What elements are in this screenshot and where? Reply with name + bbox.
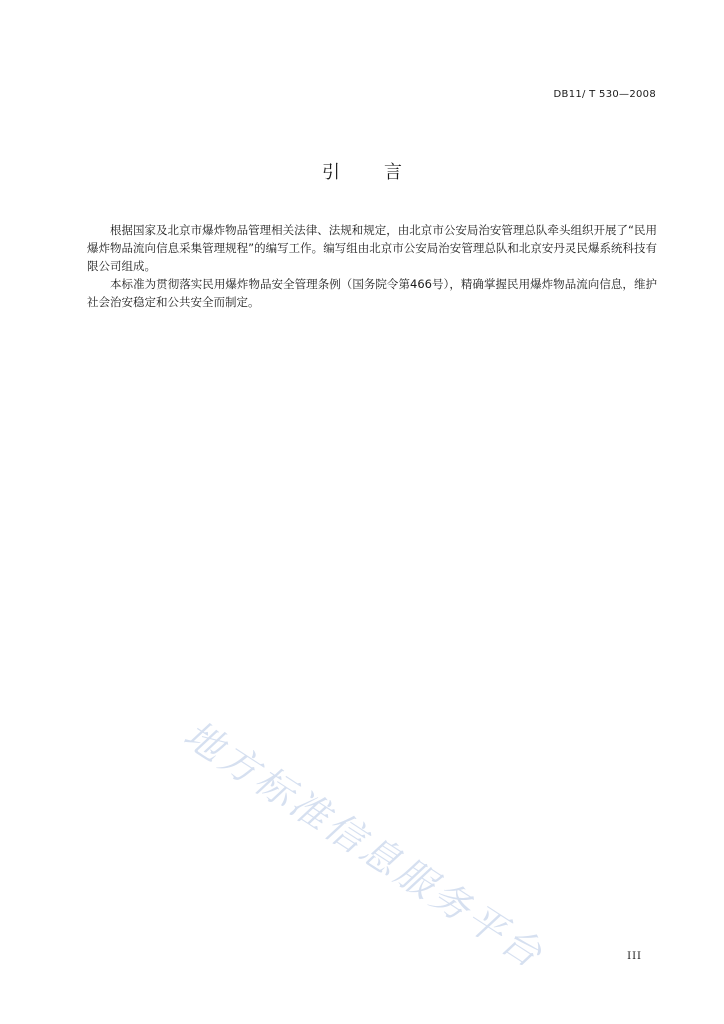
page-title: 引言 bbox=[322, 162, 446, 183]
standard-code: DB11/ T 530—2008 bbox=[553, 89, 656, 100]
paragraph-2: 本标准为贯彻落实民用爆炸物品安全管理条例（国务院令第466号），精确掌握民用爆炸物品流向信息，维护社会治安稳定和公共安全而制定。 bbox=[87, 277, 657, 309]
watermark: 地方标准信息服务平台 bbox=[176, 711, 553, 978]
paragraph-1: 根据国家及北京市爆炸物品管理相关法律、法规和规定，由北京市公安局治安管理总队牵头组织开展了“民用爆炸物品流向信息采集管理规程”的编写工作。编写组由北京市公安局治安管理总队和北京安丹灵民爆系统科技有限公司组成。 bbox=[87, 223, 657, 273]
body-text bbox=[87, 221, 657, 311]
page-number: III bbox=[627, 951, 642, 962]
